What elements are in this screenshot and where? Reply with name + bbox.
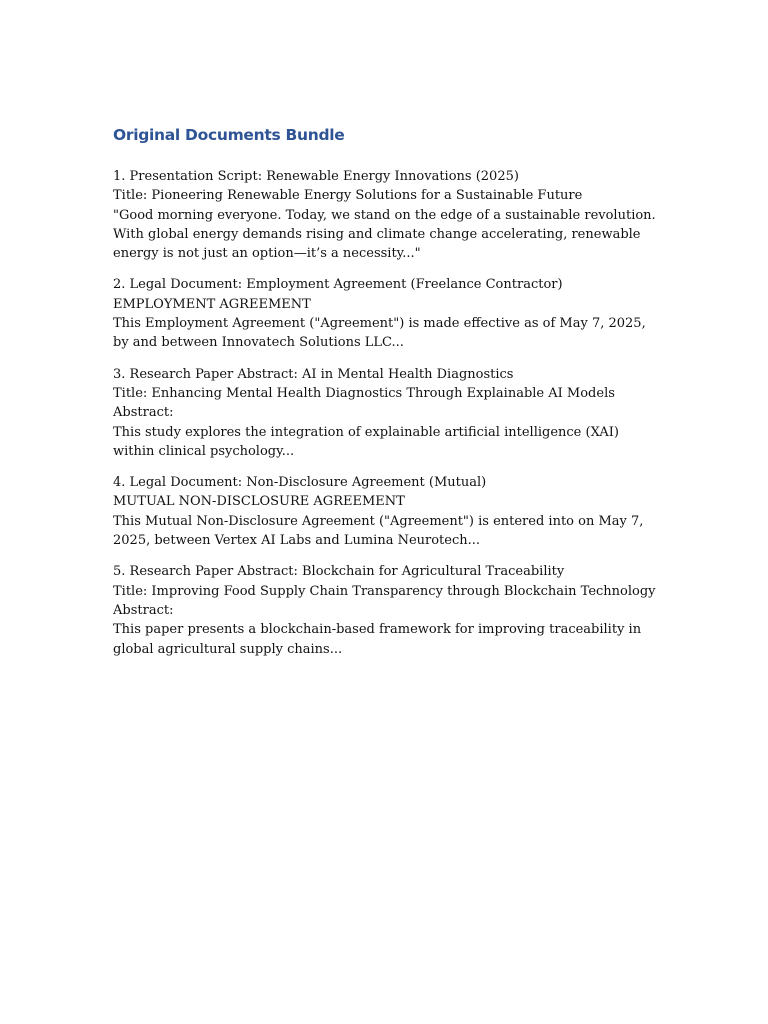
section-blockchain-abstract (113, 562, 658, 658)
section-employment-agreement (113, 275, 658, 352)
section-body: This paper presents a blockchain-based framework for improving traceability in global agricultural supply chains... (113, 622, 642, 657)
section-title: 1. Presentation Script: Renewable Energy Innovations (2025) (113, 169, 519, 184)
section-body: This study explores the integration of explainable artificial intelligence (XAI) within clinical psychology... (113, 424, 619, 459)
section-subtitle: EMPLOYMENT AGREEMENT (113, 296, 311, 312)
section-nda (113, 473, 658, 550)
section-title: 3. Research Paper Abstract: AI in Mental Health Diagnostics (113, 366, 514, 382)
section-mental-health-abstract (113, 365, 658, 461)
document-heading: Original Documents Bundle (113, 126, 345, 144)
section-subtitle: Title: Pioneering Renewable Energy Solutions for a Sustainable Future (113, 188, 583, 204)
section-subtitle: MUTUAL NON-DISCLOSURE AGREEMENT (113, 494, 405, 510)
abstract-label: Abstract: (113, 602, 174, 618)
document-page (113, 124, 658, 671)
section-title: 4. Legal Document: Non-Disclosure Agreement (Mutual) (113, 475, 487, 491)
section-presentation-script (113, 167, 658, 263)
section-title: 5. Research Paper Abstract: Blockchain for Agricultural Traceability (113, 564, 565, 580)
section-body: "Good morning everyone. Today, we stand on the edge of a sustainable revolution. With global energy demands rising and climate change accelerating, renewable energy is not just an option—it’s a necessity..." (113, 207, 656, 262)
section-body: This Mutual Non-Disclosure Agreement ("Agreement") is entered into on May 7, 2025, between Vertex AI Labs and Lumina Neurotech... (113, 513, 644, 549)
abstract-label: Abstract: (113, 405, 174, 421)
section-subtitle: Title: Improving Food Supply Chain Transparency through Blockchain Technology (113, 583, 656, 599)
section-title: 2. Legal Document: Employment Agreement (Freelance Contractor) (113, 277, 563, 293)
section-subtitle: Title: Enhancing Mental Health Diagnostics Through Explainable AI Models (113, 385, 615, 401)
section-body: This Employment Agreement ("Agreement") is made effective as of May 7, 2025, by and between Innovatech Solutions LLC... (113, 316, 646, 351)
